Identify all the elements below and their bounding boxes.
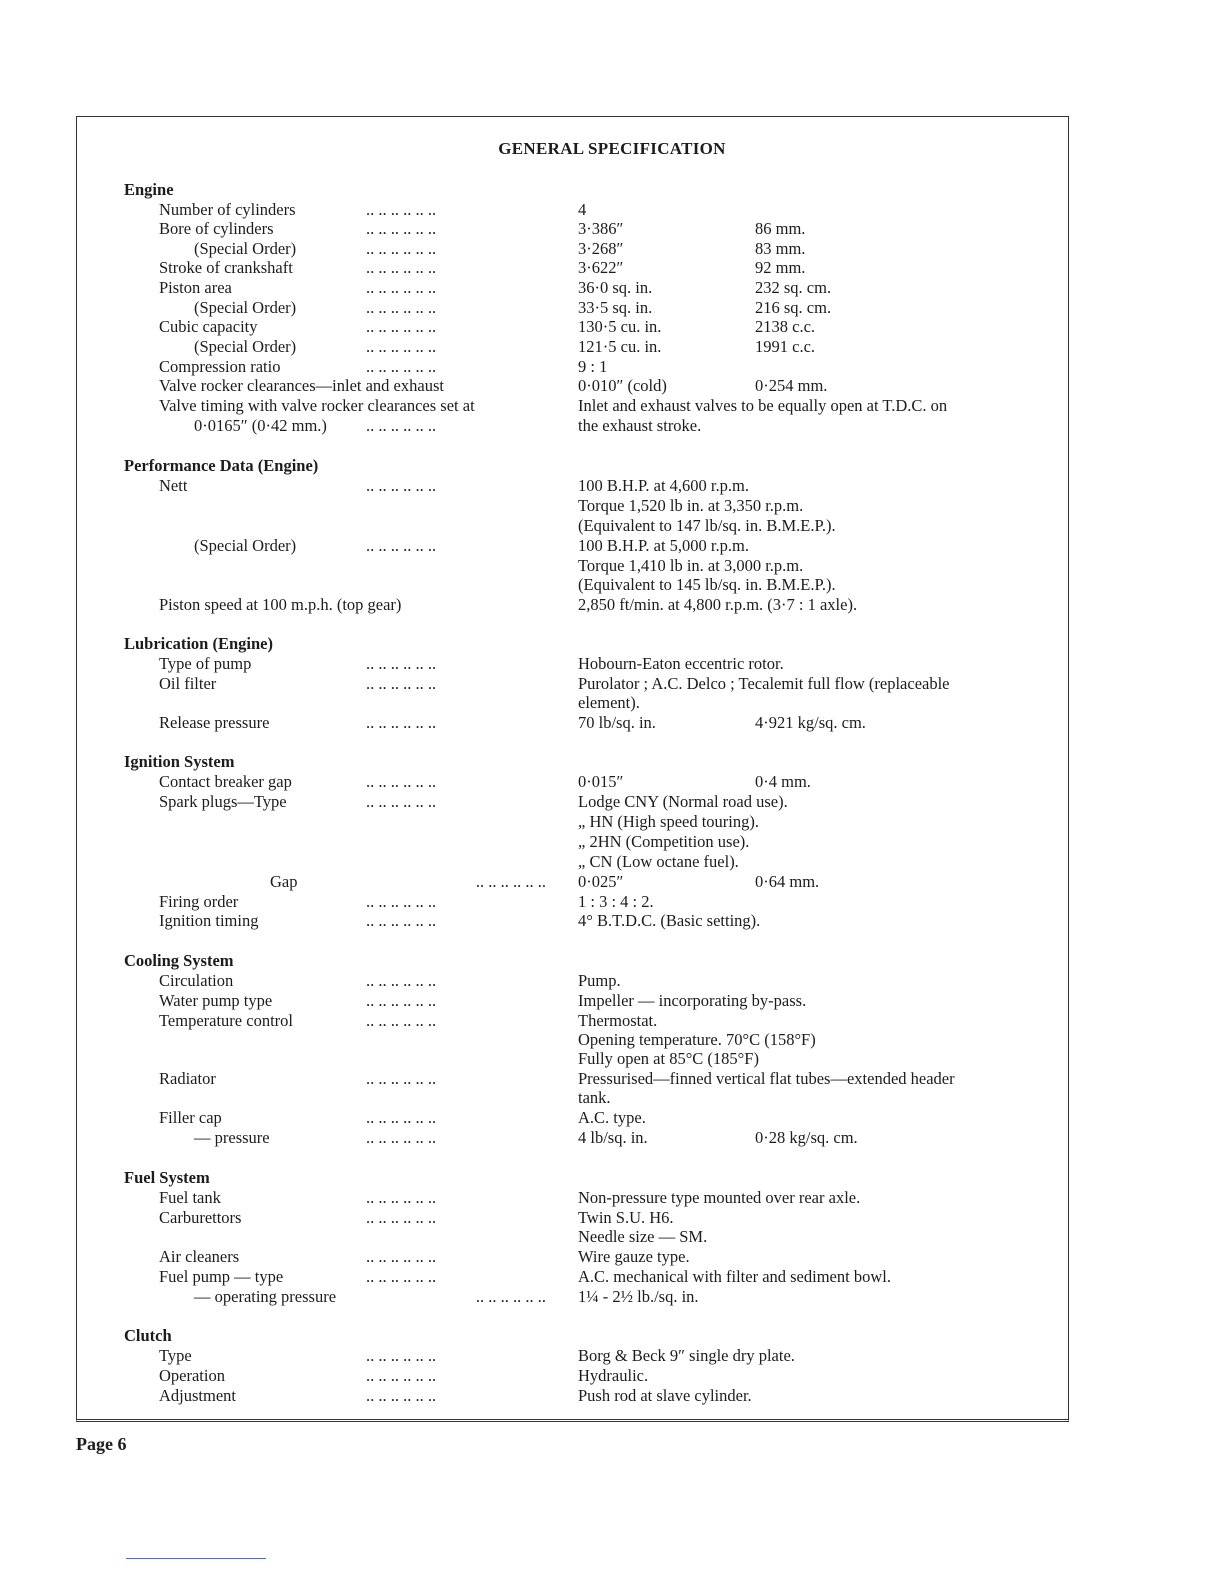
spec-row	[0, 1188, 1224, 1208]
leader-dots: .. .. .. .. .. ..	[366, 219, 437, 238]
spec-metric-value: 83 mm.	[755, 239, 806, 258]
spec-value: Wire gauze type.	[578, 1247, 690, 1266]
spec-value: 4 lb/sq. in.	[578, 1128, 648, 1147]
footer-rule	[126, 1558, 266, 1559]
spec-metric-value: 0·64 mm.	[755, 872, 820, 891]
leader-dots: .. .. .. .. .. ..	[366, 416, 437, 435]
leader-dots: .. .. .. .. .. ..	[366, 476, 437, 495]
spec-label: Firing order	[159, 892, 239, 911]
spec-value: 121·5 cu. in.	[578, 337, 662, 356]
spec-label: Release pressure	[159, 713, 270, 732]
spec-metric-value: 0·28 kg/sq. cm.	[755, 1128, 858, 1147]
spec-row	[0, 991, 1224, 1011]
leader-dots: .. .. .. .. .. ..	[366, 1069, 437, 1088]
spec-label: Air cleaners	[159, 1247, 240, 1266]
spec-row	[0, 832, 1224, 852]
spec-value: 36·0 sq. in.	[578, 278, 653, 297]
spec-row	[0, 396, 1224, 416]
spec-row	[0, 812, 1224, 832]
leader-dots: .. .. .. .. .. ..	[366, 337, 437, 356]
leader-dots: .. .. .. .. .. ..	[366, 654, 437, 673]
spec-label: — operating pressure	[194, 1287, 337, 1306]
spec-row	[0, 674, 1224, 694]
spec-label: (Special Order)	[194, 337, 297, 356]
spec-row	[0, 872, 1224, 892]
spec-value: Non-pressure type mounted over rear axle.	[578, 1188, 861, 1207]
spec-metric-value: 0·254 mm.	[755, 376, 828, 395]
spec-row	[0, 971, 1224, 991]
spec-value: Needle size — SM.	[578, 1227, 708, 1246]
spec-value: Hobourn-Eaton eccentric rotor.	[578, 654, 784, 673]
spec-row	[0, 654, 1224, 674]
spec-value: 0·025″	[578, 872, 624, 891]
spec-label: (Special Order)	[194, 239, 297, 258]
leader-dots: .. .. .. .. .. ..	[366, 239, 437, 258]
spec-row	[0, 1030, 1224, 1050]
leader-dots: .. .. .. .. .. ..	[366, 1011, 437, 1030]
spec-value: Torque 1,520 lb in. at 3,350 r.p.m.	[578, 496, 804, 515]
page-number: Page 6	[76, 1434, 127, 1454]
spec-row	[0, 239, 1224, 259]
spec-value: Thermostat.	[578, 1011, 658, 1030]
spec-value: Inlet and exhaust valves to be equally open at T.D.C. on	[578, 396, 948, 415]
spec-row	[0, 1049, 1224, 1069]
spec-value: Opening temperature. 70°C (158°F)	[578, 1030, 816, 1049]
spec-label: Nett	[159, 476, 188, 495]
spec-label: Circulation	[159, 971, 234, 990]
spec-value: „ HN (High speed touring).	[578, 812, 760, 831]
spec-row	[0, 1247, 1224, 1267]
spec-label: Fuel tank	[159, 1188, 221, 1207]
spec-value: Purolator ; A.C. Delco ; Tecalemit full flow (replaceable	[578, 674, 950, 693]
spec-value: element).	[578, 693, 640, 712]
spec-label: Contact breaker gap	[159, 772, 292, 791]
spec-row	[0, 556, 1224, 576]
spec-row	[0, 1287, 1224, 1307]
spec-label: Valve rocker clearances—inlet and exhaust	[159, 376, 444, 395]
spec-row	[0, 536, 1224, 556]
leader-dots: .. .. .. .. .. ..	[366, 892, 437, 911]
spec-value: A.C. type.	[578, 1108, 646, 1127]
spec-metric-value: 4·921 kg/sq. cm.	[755, 713, 866, 732]
spec-value: 100 B.H.P. at 4,600 r.p.m.	[578, 476, 749, 495]
spec-value: Pump.	[578, 971, 621, 990]
spec-value: Torque 1,410 lb in. at 3,000 r.p.m.	[578, 556, 804, 575]
spec-label: Ignition timing	[159, 911, 259, 930]
spec-label: 0·0165″ (0·42 mm.)	[194, 416, 327, 435]
spec-label: Gap	[270, 872, 298, 891]
spec-row	[0, 911, 1224, 931]
spec-label: (Special Order)	[194, 298, 297, 317]
spec-metric-value: 86 mm.	[755, 219, 806, 238]
leader-dots: .. .. .. .. .. ..	[366, 200, 437, 219]
spec-value: „ 2HN (Competition use).	[578, 832, 750, 851]
spec-value: 4	[578, 200, 587, 219]
spec-row	[0, 298, 1224, 318]
spec-row	[0, 258, 1224, 278]
leader-dots: .. .. .. .. .. ..	[366, 1386, 437, 1405]
section-heading: Ignition System	[124, 752, 235, 771]
spec-label: Piston area	[159, 278, 232, 297]
spec-value: Lodge CNY (Normal road use).	[578, 792, 788, 811]
section-heading: Cooling System	[124, 951, 234, 970]
leader-dots: .. .. .. .. .. ..	[366, 792, 437, 811]
leader-dots: .. .. .. .. .. ..	[366, 1108, 437, 1127]
spec-row	[0, 516, 1224, 536]
spec-label: Bore of cylinders	[159, 219, 274, 238]
spec-metric-value: 2138 c.c.	[755, 317, 816, 336]
spec-value: Push rod at slave cylinder.	[578, 1386, 752, 1405]
spec-label: Type	[159, 1346, 192, 1365]
spec-metric-value: 232 sq. cm.	[755, 278, 832, 297]
leader-dots: .. .. .. .. .. ..	[366, 278, 437, 297]
leader-dots: .. .. .. .. .. ..	[366, 1366, 437, 1385]
spec-row	[0, 496, 1224, 516]
spec-row	[0, 200, 1224, 220]
spec-row	[0, 713, 1224, 733]
leader-dots: .. .. .. .. .. ..	[366, 1188, 437, 1207]
leader-dots: .. .. .. .. .. ..	[366, 298, 437, 317]
spec-row	[0, 1108, 1224, 1128]
spec-value: 3·268″	[578, 239, 624, 258]
spec-label: Number of cylinders	[159, 200, 296, 219]
spec-value: 130·5 cu. in.	[578, 317, 662, 336]
spec-metric-value: 0·4 mm.	[755, 772, 811, 791]
spec-label: Oil filter	[159, 674, 217, 693]
spec-value: Twin S.U. H6.	[578, 1208, 674, 1227]
leader-dots: .. .. .. .. .. ..	[366, 911, 437, 930]
spec-row	[0, 1227, 1224, 1247]
section-heading: Lubrication (Engine)	[124, 634, 273, 653]
spec-row	[0, 1346, 1224, 1366]
spec-row	[0, 278, 1224, 298]
leader-dots: .. .. .. .. .. ..	[366, 258, 437, 277]
spec-row	[0, 1128, 1224, 1148]
page-title: GENERAL SPECIFICATION	[498, 139, 726, 158]
spec-value: Pressurised—finned vertical flat tubes—extended header	[578, 1069, 955, 1088]
section-heading: Fuel System	[124, 1168, 210, 1187]
spec-value: Impeller — incorporating by-pass.	[578, 991, 807, 1010]
spec-value: Fully open at 85°C (185°F)	[578, 1049, 759, 1068]
spec-row	[0, 317, 1224, 337]
leader-dots: .. .. .. .. .. ..	[366, 1247, 437, 1266]
spec-row	[0, 1267, 1224, 1287]
section-heading: Clutch	[124, 1326, 172, 1345]
spec-value: A.C. mechanical with filter and sediment bowl.	[578, 1267, 891, 1286]
spec-value: 1 : 3 : 4 : 2.	[578, 892, 654, 911]
spec-value: the exhaust stroke.	[578, 416, 702, 435]
spec-row	[0, 376, 1224, 396]
spec-label: (Special Order)	[194, 536, 297, 555]
leader-dots: .. .. .. .. .. ..	[475, 1287, 546, 1306]
spec-value: 1¼ - 2½ lb./sq. in.	[578, 1287, 699, 1306]
spec-label: Temperature control	[159, 1011, 293, 1030]
spec-row	[0, 1208, 1224, 1228]
spec-label: Filler cap	[159, 1108, 222, 1127]
spec-value: 0·010″ (cold)	[578, 376, 667, 395]
spec-label: Carburettors	[159, 1208, 242, 1227]
spec-row	[0, 1069, 1224, 1089]
spec-row	[0, 476, 1224, 496]
leader-dots: .. .. .. .. .. ..	[366, 674, 437, 693]
spec-value: (Equivalent to 147 lb/sq. in. B.M.E.P.).	[578, 516, 836, 535]
spec-label: Stroke of crankshaft	[159, 258, 293, 277]
spec-value: 100 B.H.P. at 5,000 r.p.m.	[578, 536, 749, 555]
spec-value: 70 lb/sq. in.	[578, 713, 656, 732]
spec-value: 9 : 1	[578, 357, 608, 376]
spec-value: tank.	[578, 1088, 611, 1107]
spec-row	[0, 575, 1224, 595]
spec-value: 3·622″	[578, 258, 624, 277]
spec-row	[0, 337, 1224, 357]
spec-value: 4° B.T.D.C. (Basic setting).	[578, 911, 761, 930]
spec-metric-value: 92 mm.	[755, 258, 806, 277]
spec-row	[0, 1386, 1224, 1406]
spec-label: Adjustment	[159, 1386, 236, 1405]
leader-dots: .. .. .. .. .. ..	[475, 872, 546, 891]
leader-dots: .. .. .. .. .. ..	[366, 536, 437, 555]
spec-metric-value: 216 sq. cm.	[755, 298, 832, 317]
spec-label: Radiator	[159, 1069, 216, 1088]
spec-value: 3·386″	[578, 219, 624, 238]
leader-dots: .. .. .. .. .. ..	[366, 1346, 437, 1365]
spec-row	[0, 772, 1224, 792]
leader-dots: .. .. .. .. .. ..	[366, 772, 437, 791]
spec-value: „ CN (Low octane fuel).	[578, 852, 739, 871]
spec-row	[0, 693, 1224, 713]
spec-label: Compression ratio	[159, 357, 281, 376]
leader-dots: .. .. .. .. .. ..	[366, 1208, 437, 1227]
leader-dots: .. .. .. .. .. ..	[366, 1128, 437, 1147]
spec-value: (Equivalent to 145 lb/sq. in. B.M.E.P.).	[578, 575, 836, 594]
spec-label: Cubic capacity	[159, 317, 258, 336]
spec-value: Borg & Beck 9″ single dry plate.	[578, 1346, 795, 1365]
spec-value: Hydraulic.	[578, 1366, 649, 1385]
spec-label: Type of pump	[159, 654, 252, 673]
spec-label: Piston speed at 100 m.p.h. (top gear)	[159, 595, 402, 614]
spec-value: 0·015″	[578, 772, 624, 791]
spec-row	[0, 852, 1224, 872]
spec-label: Spark plugs—Type	[159, 792, 287, 811]
spec-value: 2,850 ft/min. at 4,800 r.p.m. (3·7 : 1 axle).	[578, 595, 858, 614]
leader-dots: .. .. .. .. .. ..	[366, 991, 437, 1010]
spec-label: Valve timing with valve rocker clearances set at	[159, 396, 475, 415]
spec-row	[0, 1011, 1224, 1031]
spec-label: Water pump type	[159, 991, 273, 1010]
leader-dots: .. .. .. .. .. ..	[366, 317, 437, 336]
spec-label: Operation	[159, 1366, 225, 1385]
spec-row	[0, 792, 1224, 812]
spec-row	[0, 892, 1224, 912]
leader-dots: .. .. .. .. .. ..	[366, 971, 437, 990]
leader-dots: .. .. .. .. .. ..	[366, 357, 437, 376]
spec-row	[0, 595, 1224, 615]
spec-metric-value: 1991 c.c.	[755, 337, 816, 356]
leader-dots: .. .. .. .. .. ..	[366, 1267, 437, 1286]
leader-dots: .. .. .. .. .. ..	[366, 713, 437, 732]
section-heading: Performance Data (Engine)	[124, 456, 319, 475]
spec-row	[0, 219, 1224, 239]
spec-row	[0, 416, 1224, 436]
section-heading: Engine	[124, 180, 174, 199]
spec-label: — pressure	[194, 1128, 270, 1147]
spec-value: 33·5 sq. in.	[578, 298, 653, 317]
spec-row	[0, 1366, 1224, 1386]
spec-label: Fuel pump — type	[159, 1267, 284, 1286]
spec-row	[0, 357, 1224, 377]
spec-row	[0, 1088, 1224, 1108]
